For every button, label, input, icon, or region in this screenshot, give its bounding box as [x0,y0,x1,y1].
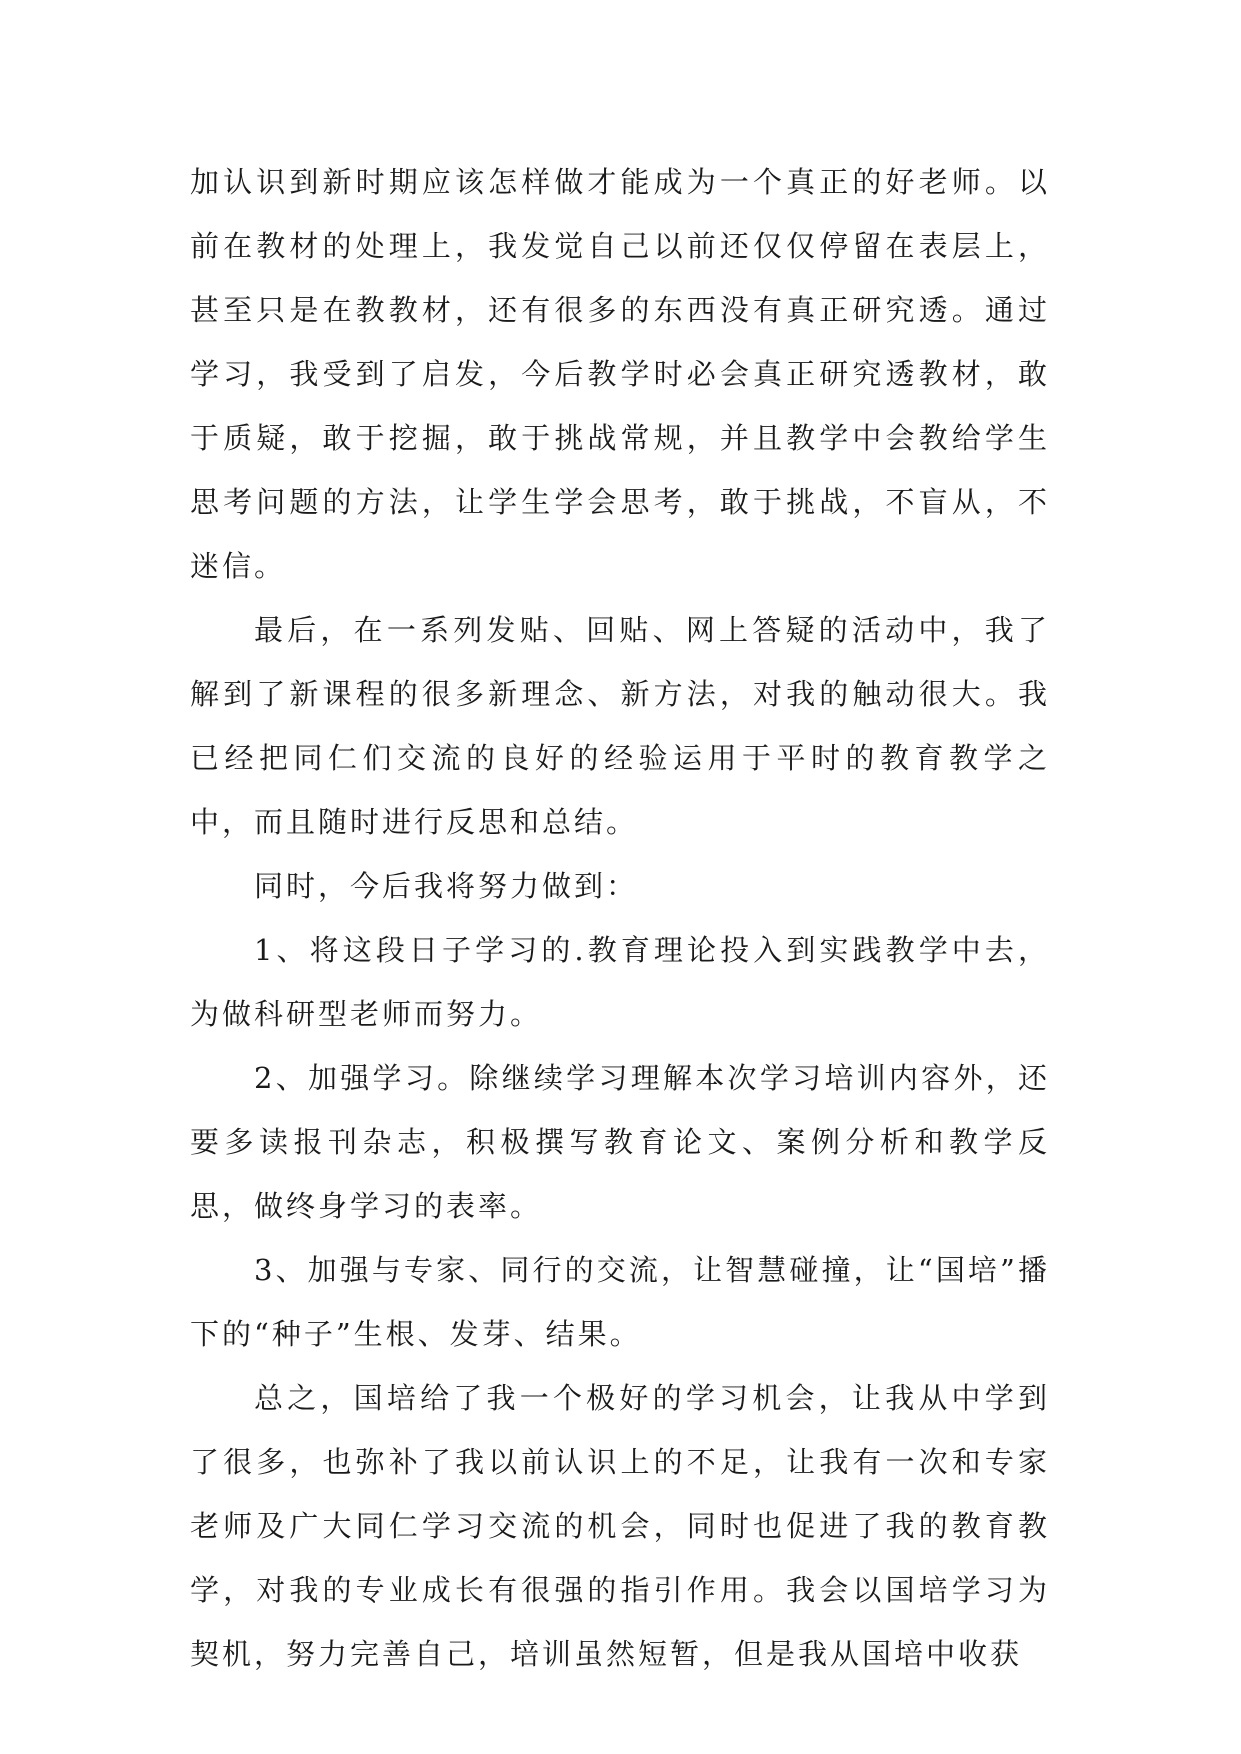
paragraph-conclusion: 总之，国培给了我一个极好的学习机会，让我从中学到了很多，也弥补了我以前认识上的不足，让我有一次和专家老师及广大同仁学习交流的机会，同时也促进了我的教育教学，对我的专业成长有很强的指引作用。我会以国培学习为契机，努力完善自己，培训虽然短暂，但是我从国培中收获 [190,1381,1050,1671]
paragraph-continuation: 加认识到新时期应该怎样做才能成为一个真正的好老师。以前在教材的处理上，我发觉自己以前还仅仅停留在表层上，甚至只是在教教材，还有很多的东西没有真正研究透。通过学习，我受到了启发，今后教学时必会真正研究透教材，敢于质疑，敢于挖掘，敢于挑战常规，并且教学中会教给学生思考问题的方法，让学生学会思考，敢于挑战，不盲从，不迷信。 [190,165,1050,583]
list-item-1: 1、将这段日子学习的.教育理论投入到实践教学中去，为做科研型老师而努力。 [190,933,1050,1031]
list-item-2: 2、加强学习。除继续学习理解本次学习培训内容外，还要多读报刊杂志，积极撰写教育论文、案例分析和教学反思，做终身学习的表率。 [190,1061,1050,1223]
paragraph-finally: 最后，在一系列发贴、回贴、网上答疑的活动中，我了解到了新课程的很多新理念、新方法，对我的触动很大。我已经把同仁们交流的良好的经验运用于平时的教育教学之中，而且随时进行反思和总结。 [190,613,1050,839]
paragraph-meanwhile: 同时，今后我将努力做到： [254,869,639,903]
body-text [190,150,1050,1686]
list-item-3: 3、加强与专家、同行的交流，让智慧碰撞，让“国培”播下的“种子”生根、发芽、结果。 [190,1253,1050,1351]
